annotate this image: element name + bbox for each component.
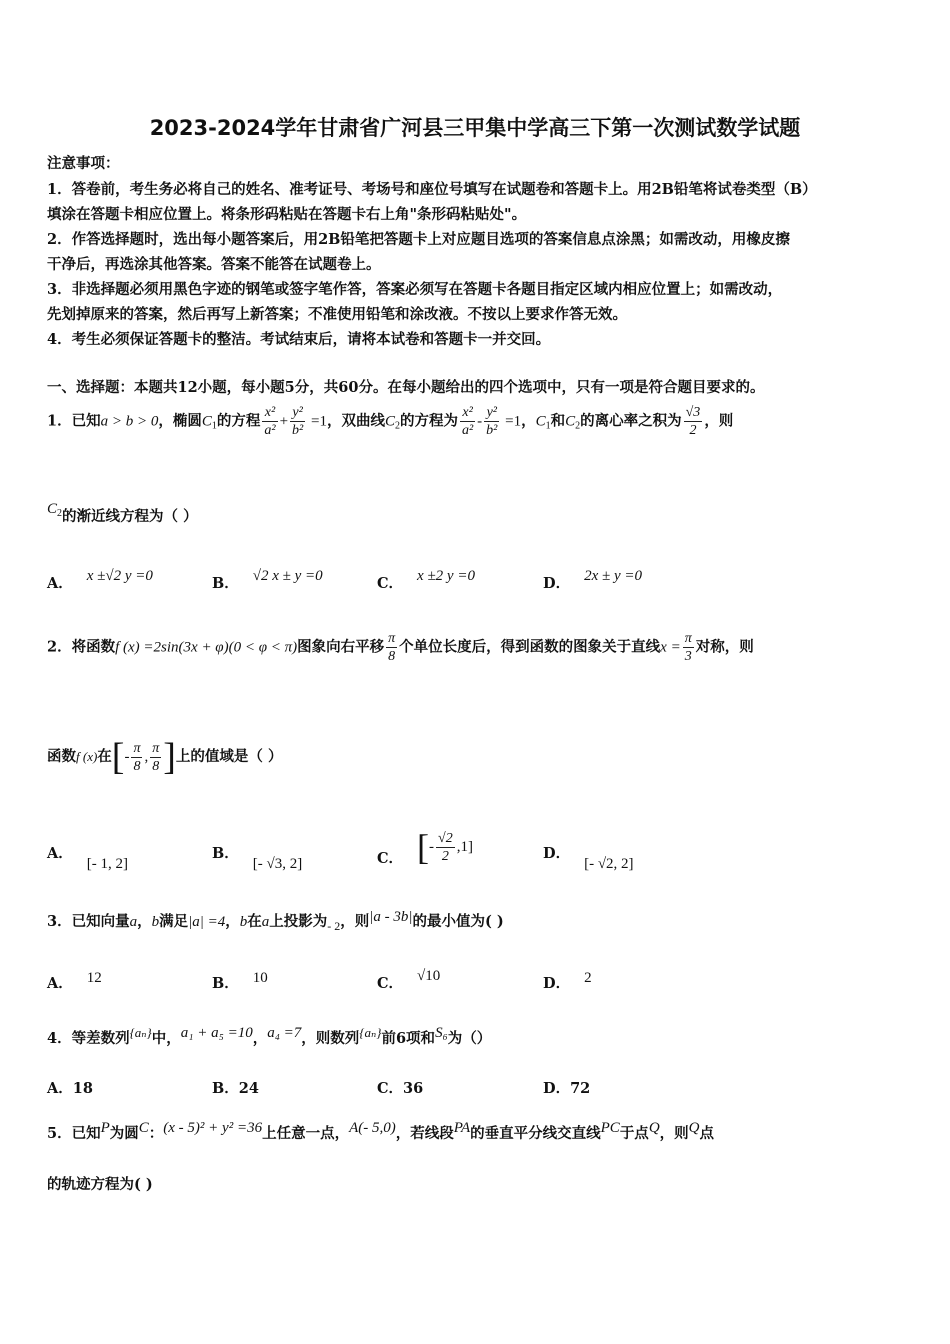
q2-math: x = xyxy=(660,639,681,656)
q1-text: 1．已知 xyxy=(47,412,101,430)
q4-text: 为（） xyxy=(447,1030,492,1047)
q1-fraction: $\frac{\text{y²}}{\text{b²}}$ xyxy=(292,405,304,438)
q3-text: ， xyxy=(225,913,240,930)
q4-math: a₁ + a₅ =10 xyxy=(180,1025,253,1041)
q4-option-d[interactable]: D．72 xyxy=(543,1080,591,1097)
q1-sub: 1 xyxy=(211,420,217,432)
q4-math: {aₙ} xyxy=(129,1025,152,1040)
q2-fraction: $\frac{\pi}{8}$ xyxy=(152,740,160,774)
q1-math: C xyxy=(565,413,576,430)
notice-line-2: 填涂在答题卡相应位置上。将条形码粘贴在答题卡右上角"条形码粘贴处"。 xyxy=(47,206,527,223)
q1-text: 的方程为 xyxy=(399,412,458,430)
q3-text: 在 xyxy=(247,913,262,930)
question-3-stem xyxy=(47,910,504,931)
q2-text: 对称，则 xyxy=(695,638,754,656)
q1-fraction: $\frac{\text{x²}}{\text{a²}}$ xyxy=(264,405,276,438)
q3-text: ， xyxy=(137,913,152,930)
q3-math: |a - 3b| xyxy=(369,909,413,925)
q5-text: 的垂直平分线交直线 xyxy=(470,1125,601,1142)
q2-fraction: $\frac{\pi}{3}$ xyxy=(684,631,692,664)
q1-math: + xyxy=(279,413,289,430)
q5-math: Q xyxy=(648,1120,660,1136)
q1-option-d[interactable]: D． 2x ± y =0 xyxy=(543,568,642,592)
q5-text: 为圆 xyxy=(109,1125,139,1142)
q5-math: (x - 5)² + y² =36 xyxy=(163,1120,263,1136)
notice-line-4: 干净后，再选涂其他答案。答案不能答在试题卷上。 xyxy=(47,256,381,273)
q5-math: PA xyxy=(453,1120,471,1136)
q2-text: 在 xyxy=(97,748,112,765)
q5-text: ： xyxy=(148,1125,164,1142)
question-2-stem xyxy=(47,630,754,665)
q2-text: 图象向右平移 xyxy=(297,638,385,656)
q2-bracket: ] xyxy=(163,736,176,778)
q4-text: ， xyxy=(252,1030,268,1047)
q3-math: |a| =4 xyxy=(188,914,226,930)
q2-math: , xyxy=(144,749,149,765)
q5-text: 5．已知 xyxy=(47,1125,101,1142)
q4-math: {aₙ} xyxy=(359,1025,382,1040)
notice-line-6: 先划掉原来的答案，然后再写上新答案；不准使用铅笔和涂改液。不按以上要求作答无效。 xyxy=(47,306,627,323)
q3-option-b[interactable]: B． 10 xyxy=(212,970,268,992)
q5-math: P xyxy=(100,1120,110,1136)
q5-text: 点 xyxy=(699,1125,714,1142)
q4-text: 中， xyxy=(151,1030,181,1047)
q2-text: 函数 xyxy=(47,748,76,765)
q5-math: C xyxy=(138,1120,149,1136)
q1-math: =1 xyxy=(501,413,522,430)
q3-option-a[interactable]: A． 12 xyxy=(47,970,102,992)
q5-text: ，则 xyxy=(659,1125,689,1142)
q1-fraction: $\frac{\text{y²}}{\text{b²}}$ xyxy=(486,405,498,438)
question-1-stem xyxy=(47,404,733,439)
q2-math: f (x) xyxy=(76,749,98,764)
q3-option-d[interactable]: D． 2 xyxy=(543,970,592,992)
question-4-stem xyxy=(47,1027,491,1048)
q2-text: 个单位长度后，得到函数的图象关于直线 xyxy=(399,638,661,656)
q1-text: ，双曲线 xyxy=(326,412,385,430)
q2-text: 2．将函数 xyxy=(47,638,116,656)
q1-math: C xyxy=(384,413,395,430)
q1-math: =1 xyxy=(307,413,327,430)
q1-text: 的离心率之积为 xyxy=(580,412,682,430)
q2-text: 上的值域是（ ） xyxy=(175,748,283,765)
q1-sub: 2 xyxy=(394,420,400,432)
q4-option-a[interactable]: A．18 xyxy=(47,1080,93,1097)
q4-math: S₆ xyxy=(435,1025,448,1041)
page-title: 2023-2024学年甘肃省广河县三甲集中学高三下第一次测试数学试题 xyxy=(149,116,801,140)
q1-text: 的方程 xyxy=(216,412,261,430)
q5-math: A(- 5,0) xyxy=(349,1120,396,1136)
q3-text: 上投影为 xyxy=(269,913,328,930)
question-5-stem xyxy=(47,1122,714,1143)
q1-fraction: $\frac{\text{x²}}{\text{a²}}$ xyxy=(461,405,474,438)
notice-line-3: 2．作答选择题时，选出每小题答案后，用2B铅笔把答题卡上对应题目选项的答案信息点涂黑；如需改动，用橡皮擦 xyxy=(47,231,790,248)
q1-math: C xyxy=(201,413,212,430)
q1-sub: 2 xyxy=(575,420,581,432)
q1-text: ， xyxy=(521,412,536,430)
q4-math: a₄ =7 xyxy=(267,1025,302,1041)
q2-option-c[interactable]: C． [- $\frac{√2}{2}$ ,1] xyxy=(377,827,473,867)
q2-fraction: $\frac{\pi}{8}$ xyxy=(133,740,141,774)
q2-fraction: $\frac{\pi}{8}$ xyxy=(388,631,396,664)
q4-text: ，则数列 xyxy=(301,1030,360,1047)
q3-math: a xyxy=(129,914,138,930)
q3-text: 3．已知向量 xyxy=(47,913,130,930)
q3-math: a xyxy=(261,914,270,930)
q1-option-c[interactable]: C． x ±2 y =0 xyxy=(377,568,475,592)
question-1-stem-cont xyxy=(47,501,198,527)
q4-option-c[interactable]: C．36 xyxy=(377,1080,424,1097)
q2-math: f (x) =2sin(3x + φ)(0 < φ < π) xyxy=(115,639,298,656)
q1-option-a[interactable]: A． x ±√2 y =0 xyxy=(47,568,153,592)
notice-line-7: 4．考生必须保证答题卡的整洁。考试结束后，请将本试卷和答题卡一并交回。 xyxy=(47,331,551,348)
q3-text: 满足 xyxy=(159,913,189,930)
q1-text: ，则 xyxy=(704,412,734,430)
q5-math: Q xyxy=(688,1120,700,1136)
q2-bracket: [ xyxy=(111,736,125,778)
section-heading: 一、选择题：本题共12小题，每小题5分，共60分。在每小题给出的四个选项中，只有一项是符合题目要求的。 xyxy=(47,379,765,396)
notice-heading: 注意事项： xyxy=(47,155,120,172)
q1-fraction: $\frac{√3}{2}$ xyxy=(685,405,701,438)
q1-sub: 1 xyxy=(545,420,551,432)
q3-math: - 2 xyxy=(327,919,341,933)
q1-text: 和 xyxy=(550,412,566,430)
q2-option-b[interactable]: B．[- √3, 2] xyxy=(212,845,303,872)
q1-math: a > b > 0 xyxy=(100,413,159,430)
notice-line-1: 1．答卷前，考生务必将自己的姓名、准考证号、考场号和座位号填写在试题卷和答题卡上。用2B铅笔将试卷类型（B） xyxy=(47,181,817,198)
q2-math: - xyxy=(124,749,130,765)
q1-math: C xyxy=(535,413,546,430)
q1-text: ，椭圆 xyxy=(158,412,202,430)
q4-text: 4．等差数列 xyxy=(47,1030,130,1047)
q5-text: 于点 xyxy=(619,1125,649,1142)
q4-option-b[interactable]: B．24 xyxy=(212,1080,259,1097)
q2-option-a[interactable]: A．[- 1, 2] xyxy=(47,845,129,872)
q5-math: PC xyxy=(600,1120,620,1136)
q1-math: C xyxy=(47,501,58,517)
q1-sub: 2 xyxy=(57,508,63,519)
q1-text: 的渐近线方程为（ ） xyxy=(62,508,198,525)
q3-text: 的最小值为( ) xyxy=(412,913,504,930)
q4-text: 前6项和 xyxy=(381,1030,436,1047)
q3-math: b xyxy=(151,914,160,930)
q1-math: - xyxy=(477,413,483,430)
q3-math: b xyxy=(239,914,248,930)
q3-text: ，则 xyxy=(340,913,370,930)
q1-option-b[interactable]: B． √2 x ± y =0 xyxy=(212,568,323,592)
notice-line-5: 3．非选择题必须用黑色字迹的钢笔或签字笔作答，答案必须写在答题卡各题目指定区域内相应位置上；如需改动， xyxy=(47,281,783,298)
q2-option-d[interactable]: D．[- √2, 2] xyxy=(543,845,634,872)
q3-option-c[interactable]: C． √10 xyxy=(377,968,441,992)
question-2-stem-cont xyxy=(47,738,282,776)
question-5-stem-cont: 的轨迹方程为( ) xyxy=(47,1176,153,1193)
q5-text: ，若线段 xyxy=(395,1125,454,1142)
q5-text: 上任意一点， xyxy=(262,1125,350,1142)
